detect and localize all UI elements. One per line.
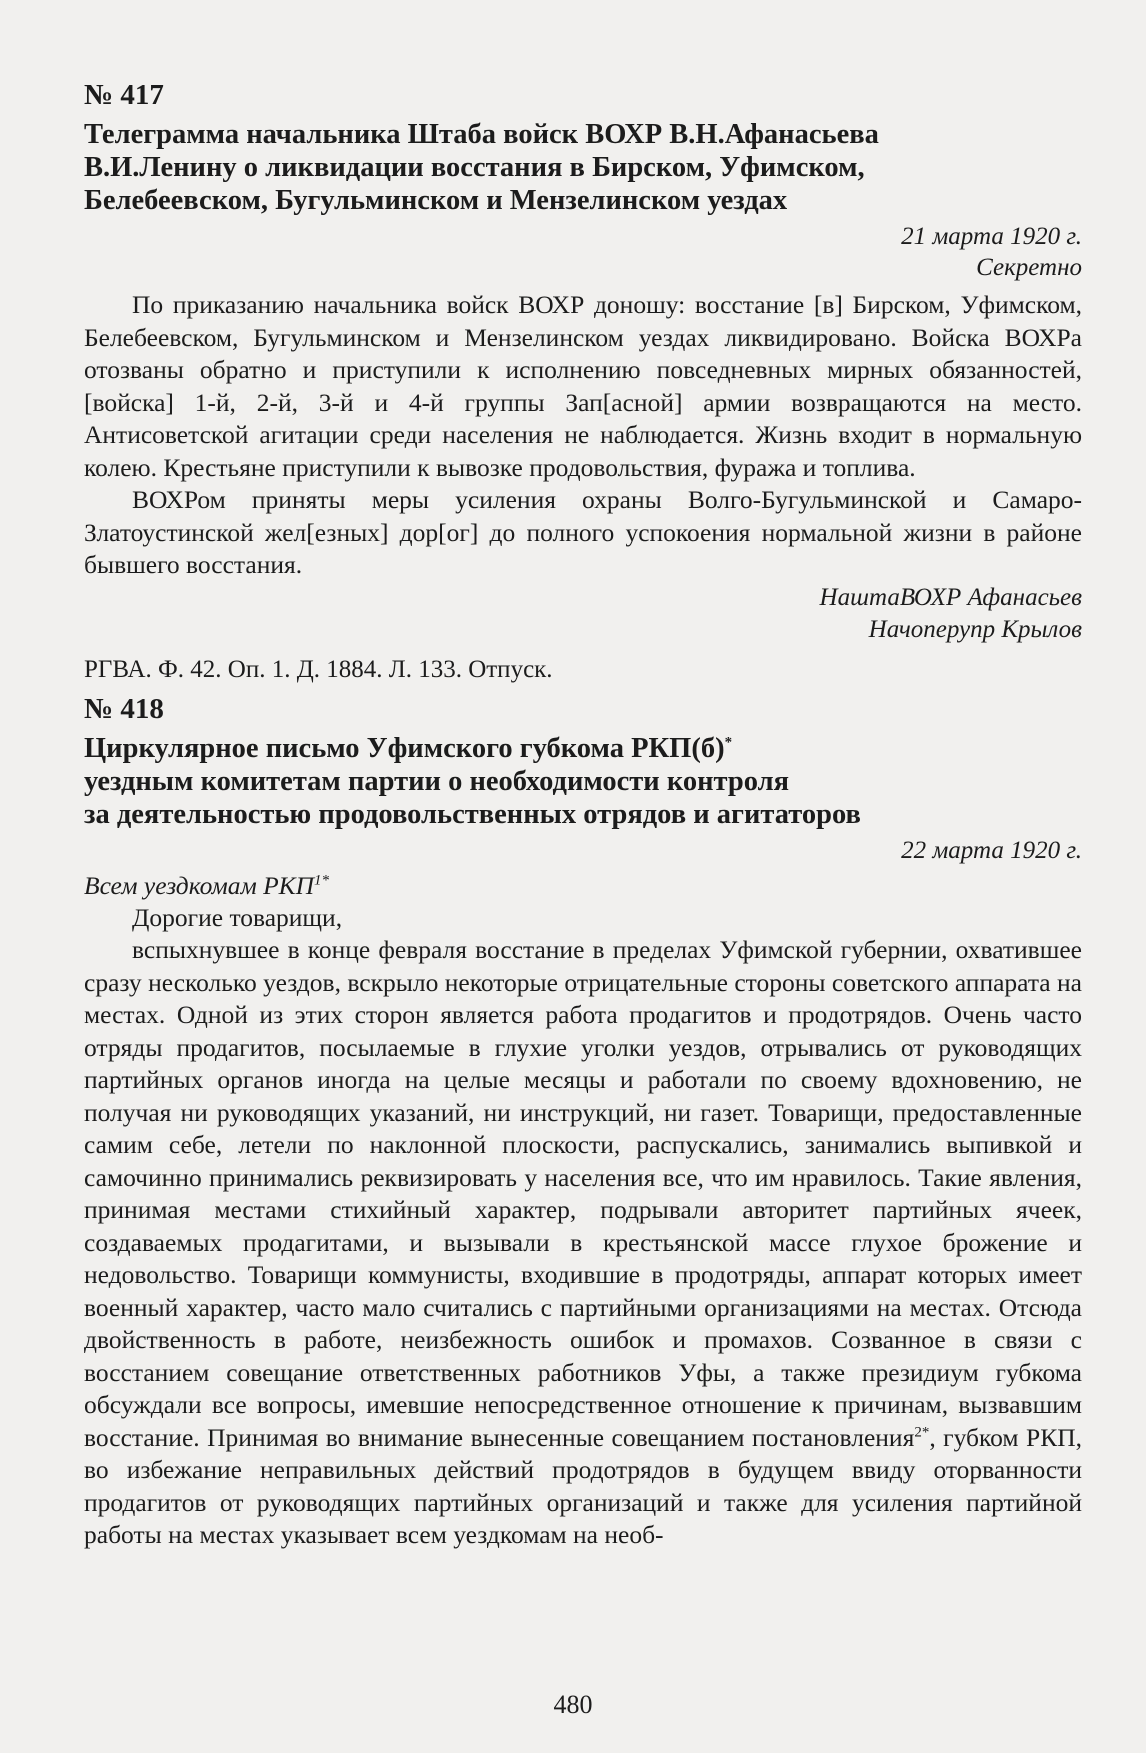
document-417	[84, 78, 1082, 686]
doc-417-classification: Секретно	[976, 254, 1082, 281]
doc-418-title-line-text: Циркулярное письмо Уфимского губкома РКП(б)	[84, 732, 725, 764]
doc-417-title	[84, 118, 1082, 217]
doc-418-number: № 418	[84, 692, 164, 725]
doc-418-title-line	[84, 732, 1082, 765]
doc-417-paragraph: ВОХРом приняты меры усиления охраны Волго-Бугульминской и Самаро-Златоустинской жел[езных] дор[ог] до полного успокоения нормальной жизни в районе бывшего восстания.	[84, 485, 1082, 579]
doc-418-paragraph-text: вспыхнувшее в конце февраля восстание в пределах Уфимской губернии, охватившее сразу несколько уездов, вскрыло некоторые отрицательные стороны советского аппарата на местах. Одной из этих сторон является работа продагитов и продотрядов. Очень часто отряды продагитов, посылаемые в глухие уголки уездов, отрывались от руководящих партийных органов иногда на целые месяцы и работали по своему вдохновению, не получая ни руководящих указаний, ни инструкций, ни газет. Товарищи, предоставленные самим себе, летели по наклонной плоскости, распускались, занимались выпивкой и самочинно принимались реквизировать у населения все, что им нравилось. Такие явления, принимая местами стихийный характер, подрывали авторитет партийных ячеек, создаваемых продагитами, и вызывали в крестьянской массе глухое брожение и недовольство. Товарищи коммунисты, входившие в продотряды, аппарат которых имеет военный характер, часто мало считались с партийными организациями на местах. Отсюда двойственность в работе, неизбежность ошибок и промахов. Созванное в связи с восстанием совещание ответственных работников Уфы, а также президиум губкома обсуждали все вопросы, имевшие непосредственное отношение к причинам, вызвавшим восстание. Принимая во внимание вынесенные совещанием постановления	[84, 935, 1082, 1452]
doc-417-number: № 417	[84, 79, 164, 111]
doc-417-title-line: Телеграмма начальника Штаба войск ВОХР В.Н.Афанасьева	[84, 119, 879, 150]
doc-418-paragraph-text-cont: , губком РКП, во избежание неправильных действий продотрядов в будущем ввиду оторванности продагитов от руководящих партийных организаций и также для усиления партийной работы на местах указывает всем уездкомам на необ-	[84, 1422, 1082, 1549]
doc-418-title-footnote: *	[724, 734, 733, 750]
doc-418-addressee	[84, 870, 1082, 902]
doc-417-signature: НаштаВОХР Афанасьев	[819, 583, 1082, 611]
doc-417-signature: Начоперупр Крылов	[868, 615, 1082, 643]
doc-418-addressee-text: Всем уездкомам РКП	[84, 870, 315, 900]
doc-417-paragraph: По приказанию начальника войск ВОХР доношу: восстание [в] Бирском, Уфимском, Белебеевском, Бугульминском и Мензелинском уездах ликвидировано. Войска ВОХРа отозваны обратно и приступили к исполнению повседневных мирных обязанностей, [войска] 1-й, 2-й, 3-й и 4-й группы Зап[асной] армии возвращаются на место. Антисоветской агитации среди населения не наблюдается. Жизнь входит в нормальную колею. Крестьяне приступили к вывозке продовольствия, фуража и топлива.	[84, 290, 1082, 482]
doc-418-title-line: за деятельностью продовольственных отрядов и агитаторов	[84, 798, 861, 830]
doc-418-date: 22 марта 1920 г.	[901, 836, 1082, 864]
doc-417-date: 21 марта 1920 г.	[901, 223, 1082, 250]
doc-418-addressee-footnote: 1*	[314, 872, 330, 888]
document-418	[84, 692, 1082, 1552]
doc-418-title	[84, 732, 1082, 831]
doc-418-paragraph-footnote: 2*	[914, 1424, 930, 1440]
doc-417-title-line: В.И.Ленину о ликвидации восстания в Бирском, Уфимском,	[84, 152, 865, 183]
doc-418-paragraph	[84, 934, 1082, 1552]
doc-417-title-line: Белебеевском, Бугульминском и Мензелинском уездах	[84, 185, 788, 216]
doc-418-greeting: Дорогие товарищи,	[132, 902, 343, 932]
doc-418-title-line: уездным комитетам партии о необходимости контроля	[84, 765, 790, 797]
page-number: 480	[553, 1690, 593, 1719]
doc-417-source: РГВА. Ф. 42. Оп. 1. Д. 1884. Л. 133. Отпуск.	[84, 655, 553, 683]
